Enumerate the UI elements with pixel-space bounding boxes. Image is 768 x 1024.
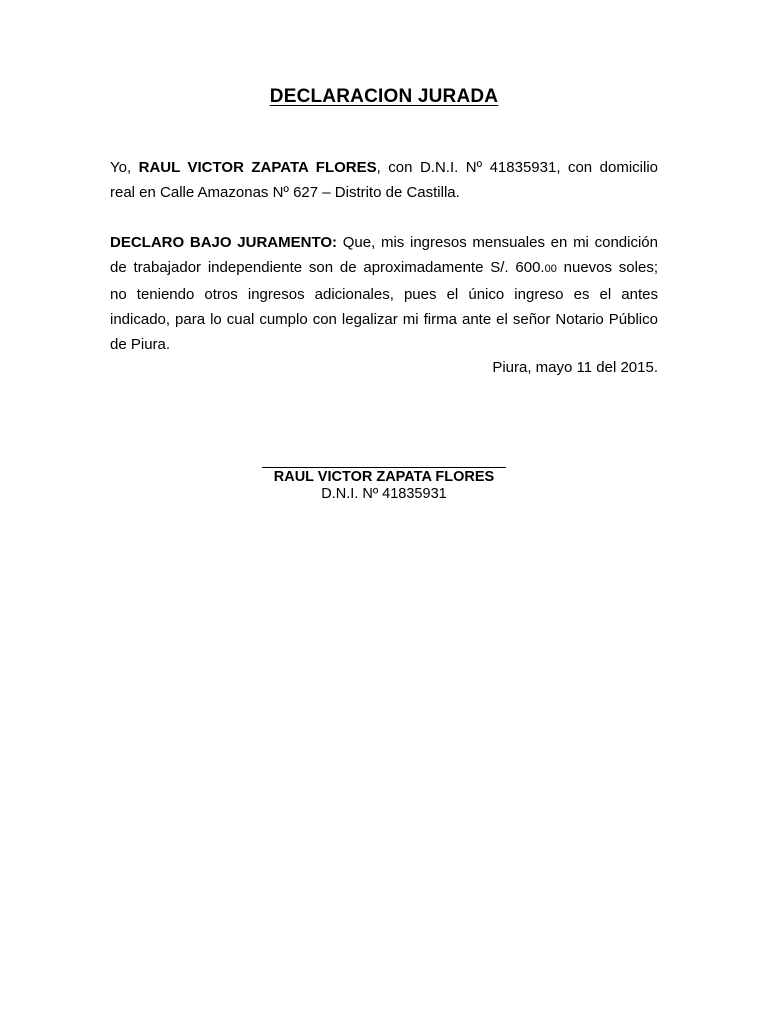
declaration-line-1 (110, 230, 658, 255)
identity-paragraph (110, 155, 658, 205)
declaration-line-1-rest: Que, mis ingresos mensuales en mi condición (337, 234, 658, 251)
identity-suffix: , con D.N.I. Nº 41835931, con domicilio (376, 159, 658, 176)
declaration-paragraph (110, 230, 658, 357)
declaration-amount-text: de trabajador independiente son de aproximadamente S/. 600. (110, 259, 545, 276)
declaration-amount-currency: nuevos soles; (556, 259, 658, 276)
declaration-heading: DECLARO BAJO JURAMENTO: (110, 234, 337, 251)
document-title: DECLARACION JURADA (269, 86, 499, 107)
identity-line-1 (110, 155, 658, 180)
declaration-line-5: de Piura. (110, 336, 171, 353)
signature-dni: D.N.I. Nº 41835931 (321, 486, 447, 502)
declaration-line-4: indicado, para lo cual cumplo con legalizar mi firma ante el señor Notario Público (110, 311, 658, 328)
declaration-line-3: no teniendo otros ingresos adicionales, pues el único ingreso es el antes (110, 286, 658, 303)
identity-line-2: real en Calle Amazonas Nº 627 – Distrito de Castilla. (110, 184, 460, 201)
declaration-line-2 (110, 255, 658, 282)
declaration-amount-cents: 00 (544, 263, 557, 275)
declarant-name: RAUL VICTOR ZAPATA FLORES (138, 159, 377, 176)
place-date: Piura, mayo 11 del 2015. (492, 359, 658, 376)
signature-name: RAUL VICTOR ZAPATA FLORES (273, 469, 495, 485)
identity-prefix: Yo, (110, 159, 139, 176)
